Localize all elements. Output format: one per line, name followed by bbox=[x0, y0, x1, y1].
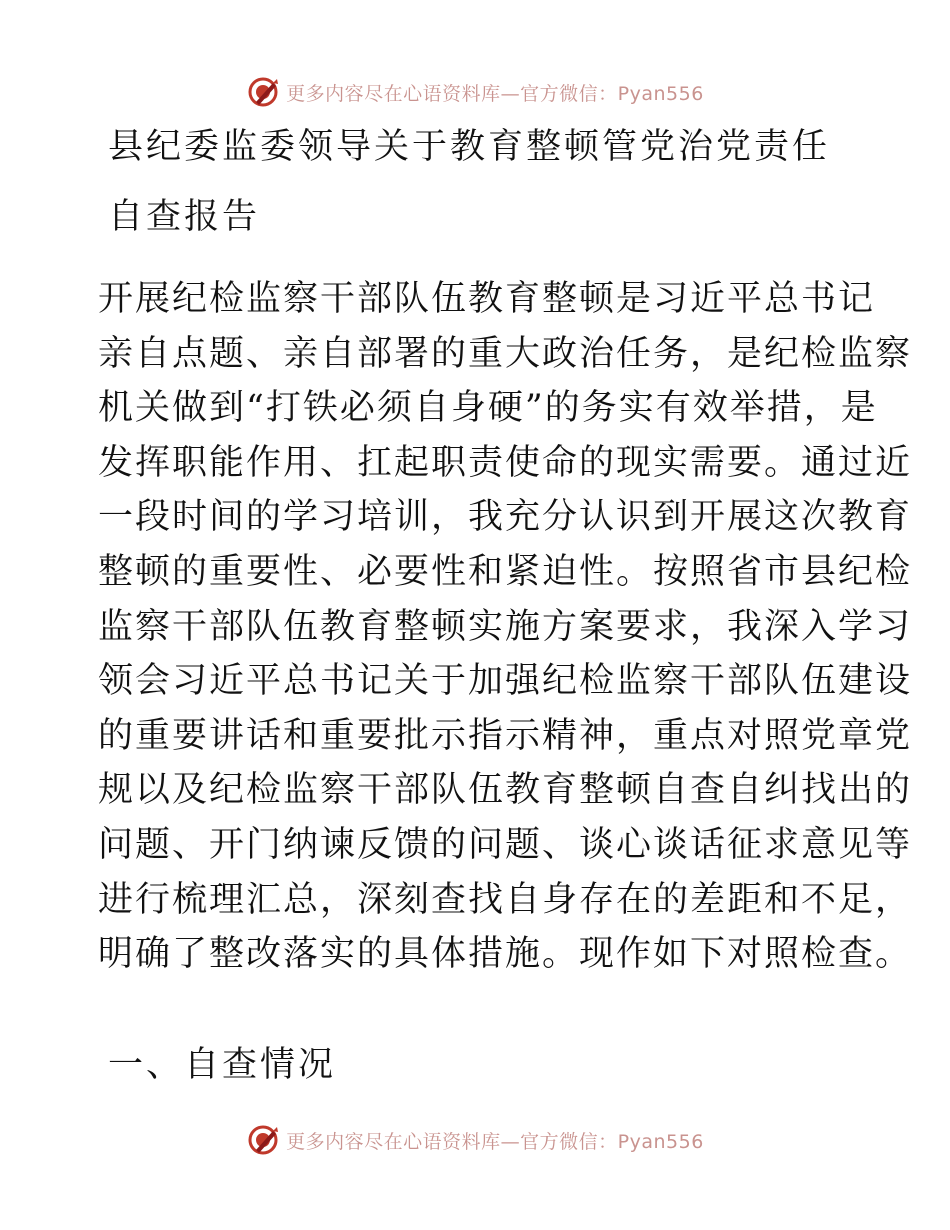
footer-watermark bbox=[0, 1120, 950, 1160]
paragraph-line: 进行梳理汇总，深刻查找自身存在的差距和不足， bbox=[98, 879, 913, 920]
watermark-account: Pyan556 bbox=[617, 82, 704, 105]
section-heading: 一、自查情况 bbox=[108, 1045, 337, 1085]
paragraph-line: 领会习近平总书记关于加强纪检监察干部队伍建设 bbox=[98, 661, 913, 702]
paragraph-line: 的重要讲话和重要批示指示精神，重点对照党章党 bbox=[98, 715, 913, 756]
pen-logo-icon bbox=[246, 1123, 280, 1157]
paragraph-line: 整顿的重要性、必要性和紧迫性。按照省市县纪检 bbox=[98, 551, 913, 592]
document-title-continued: 自查报告 bbox=[108, 197, 261, 237]
paragraph-line: 监察干部队伍教育整顿实施方案要求，我深入学习 bbox=[98, 606, 913, 647]
watermark-text: 更多内容尽在心语资料库—官方微信：Pyan556 bbox=[286, 82, 704, 105]
paragraph-line: 问题、开门纳谏反馈的问题、谈心谈话征求意见等 bbox=[98, 824, 913, 865]
header-watermark bbox=[0, 72, 950, 112]
pen-logo-icon bbox=[246, 75, 280, 109]
watermark-text: 更多内容尽在心语资料库—官方微信：Pyan556 bbox=[286, 1130, 704, 1153]
paragraph-line: 开展纪检监察干部队伍教育整顿是习近平总书记 bbox=[98, 279, 876, 319]
paragraph-line: 明确了整改落实的具体措施。现作如下对照检查。 bbox=[98, 934, 913, 975]
paragraph-line: 发挥职能作用、扛起职责使命的现实需要。通过近 bbox=[98, 442, 913, 483]
body-paragraph bbox=[98, 272, 913, 982]
document-title: 县纪委监委领导关于教育整顿管党治党责任 bbox=[108, 127, 831, 167]
watermark-account: Pyan556 bbox=[617, 1130, 704, 1153]
paragraph-line: 一段时间的学习培训，我充分认识到开展这次教育 bbox=[98, 497, 913, 538]
paragraph-line: 机关做到“打铁必须自身硬”的务实有效举措，是 bbox=[98, 388, 878, 429]
paragraph-line: 规以及纪检监察干部队伍教育整顿自查自纠找出的 bbox=[98, 770, 913, 811]
paragraph-line: 亲自点题、亲自部署的重大政治任务，是纪检监察 bbox=[98, 333, 913, 374]
